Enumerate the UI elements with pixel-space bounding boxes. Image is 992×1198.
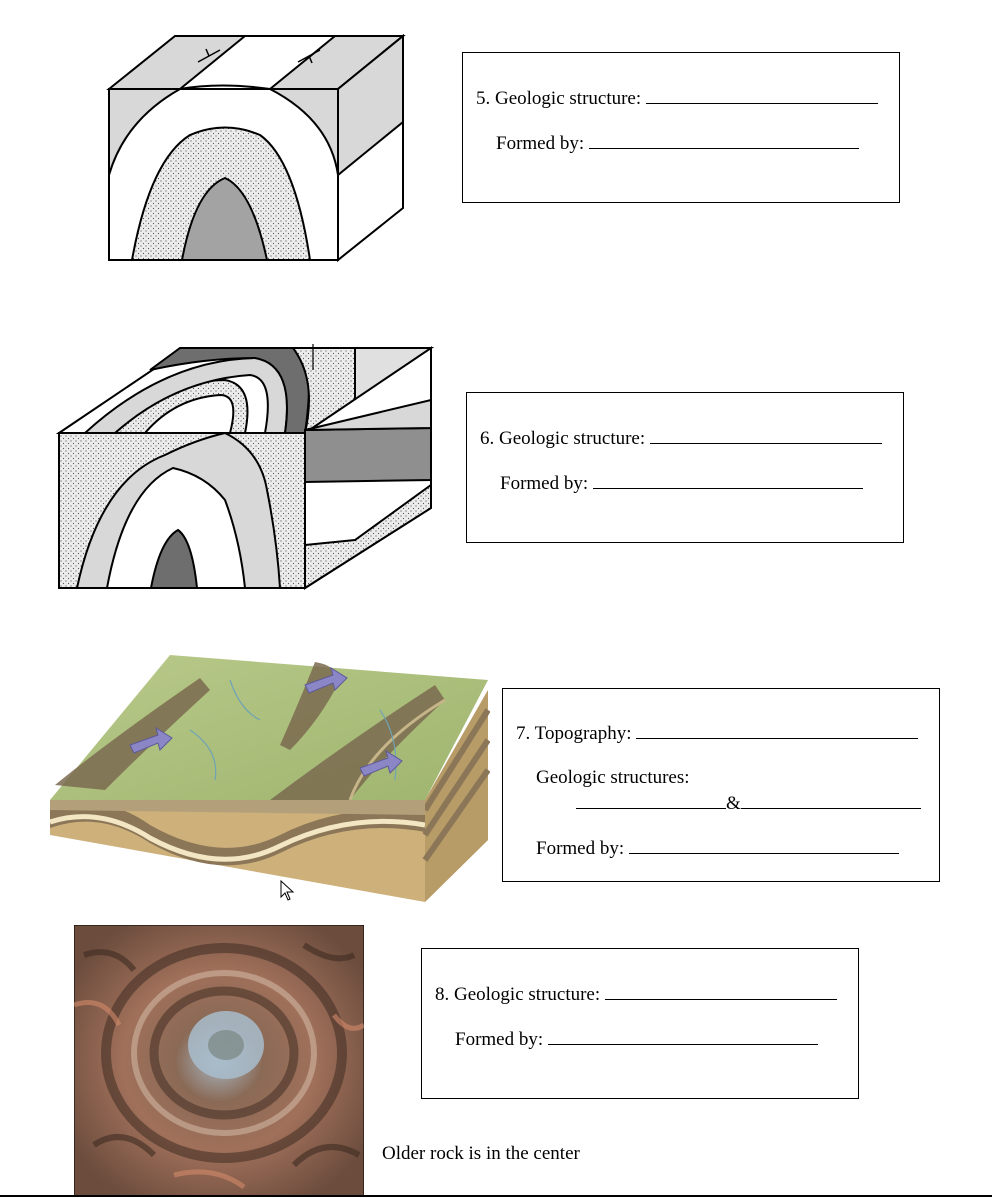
- formed-by-label: Formed by:: [496, 133, 585, 154]
- question-label: Geologic structure:: [499, 428, 646, 449]
- page-bottom-rule: [0, 1195, 992, 1197]
- formed-by-label: Formed by:: [536, 838, 625, 859]
- question-number: 8.: [435, 984, 450, 1005]
- formed-by-label: Formed by:: [500, 473, 589, 494]
- question-6-prompt: [480, 426, 882, 451]
- answer-blank[interactable]: [629, 836, 899, 854]
- question-7-structures-blanks: [576, 791, 921, 816]
- question-5-prompt: [476, 86, 878, 111]
- answer-blank[interactable]: [589, 131, 859, 149]
- formed-by-label: Formed by:: [455, 1029, 544, 1050]
- answer-blank[interactable]: [576, 791, 726, 809]
- plunging-fold-block-diagram: [55, 340, 437, 595]
- mouse-cursor-icon: [280, 880, 296, 902]
- question-7-box: [502, 688, 940, 882]
- anticline-block-diagram: [100, 30, 410, 266]
- answer-blank[interactable]: [548, 1027, 818, 1045]
- answer-blank[interactable]: [646, 86, 878, 104]
- question-5-box: [462, 52, 900, 203]
- question-label: Topography:: [534, 723, 632, 744]
- figure-8-note: Older rock is in the center: [382, 1143, 580, 1164]
- question-number: 6.: [480, 428, 495, 449]
- answer-blank[interactable]: [593, 471, 863, 489]
- question-8-prompt: [435, 982, 837, 1007]
- answer-blank[interactable]: [605, 982, 837, 1000]
- question-7-prompt: [516, 721, 918, 746]
- question-5-formed-by: [496, 131, 859, 156]
- satellite-dome-photo: [74, 925, 364, 1197]
- question-6-box: [466, 392, 904, 543]
- question-label: Geologic structure:: [495, 88, 642, 109]
- ampersand: &: [726, 793, 741, 814]
- question-8-formed-by: [455, 1027, 818, 1052]
- question-7-formed-by: [536, 836, 899, 861]
- answer-blank[interactable]: [650, 426, 882, 444]
- answer-blank[interactable]: [741, 791, 921, 809]
- question-label: Geologic structure:: [454, 984, 601, 1005]
- folded-ridges-topography: [50, 650, 490, 905]
- answer-blank[interactable]: [636, 721, 918, 739]
- question-number: 5.: [476, 88, 491, 109]
- question-8-box: [421, 948, 859, 1099]
- question-6-formed-by: [500, 471, 863, 496]
- structures-label: Geologic structures:: [536, 767, 690, 788]
- question-number: 7.: [516, 723, 531, 744]
- question-7-structures: [536, 767, 690, 790]
